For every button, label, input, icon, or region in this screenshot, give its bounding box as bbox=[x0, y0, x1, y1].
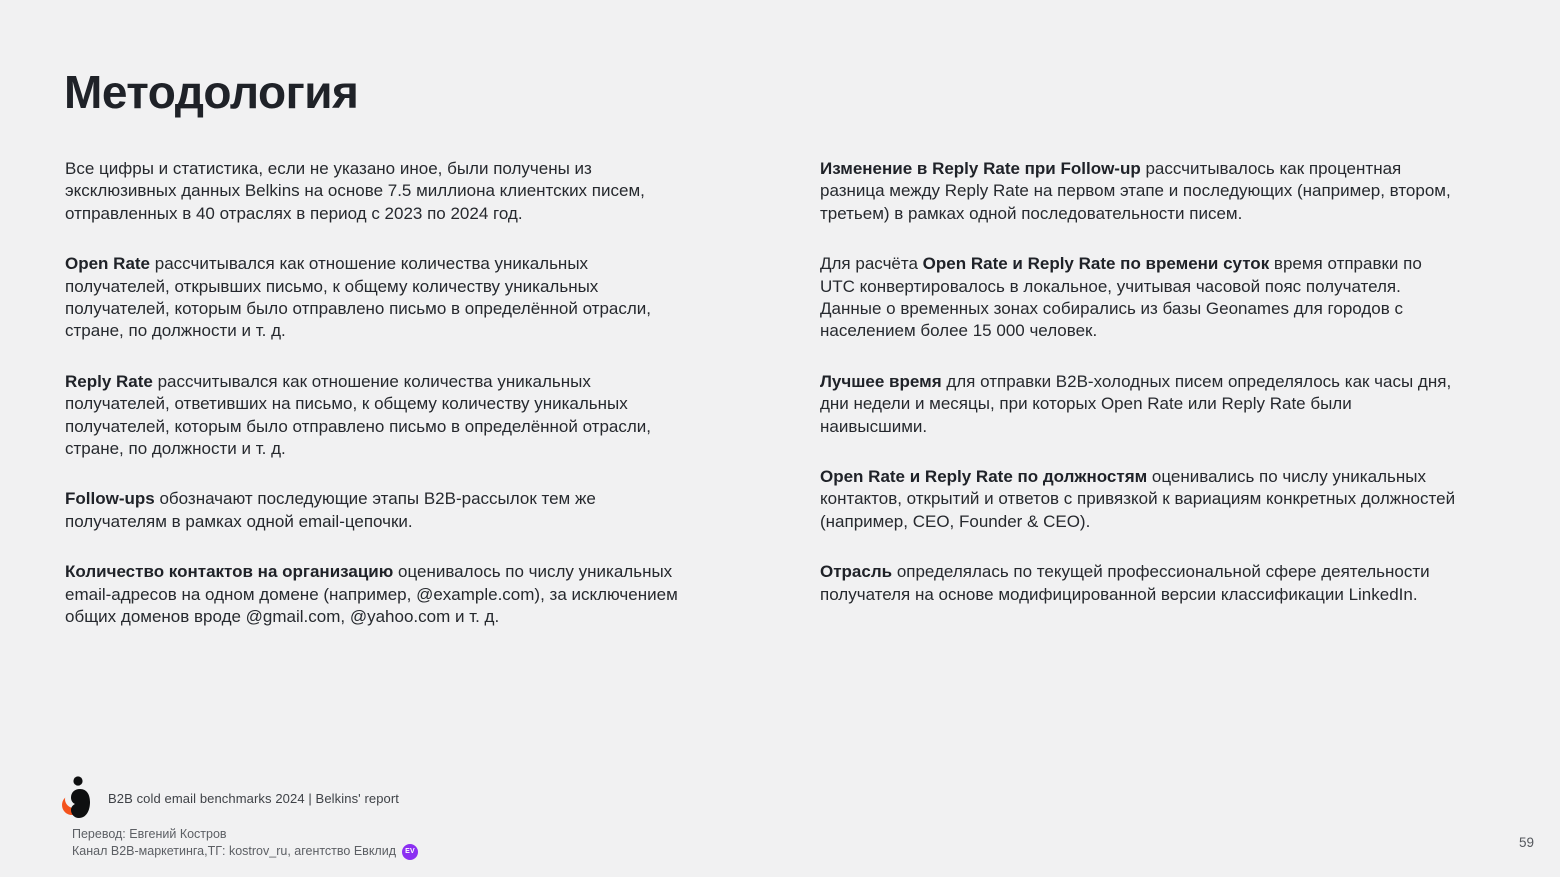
paragraph bbox=[820, 561, 1460, 606]
paragraph bbox=[820, 253, 1460, 343]
translation-line-1-text: Перевод: Евгений Костров bbox=[72, 827, 227, 841]
paragraph-text: рассчитывался как отношение количества уникальных получателей, ответивших на письмо, к общему количеству уникальных получателей, которым было отправлено письмо в определённой отрасли, стране, по должности и т. д. bbox=[65, 371, 652, 459]
paragraph-term: Reply Rate bbox=[65, 371, 153, 391]
translation-line-2 bbox=[72, 843, 418, 860]
belkins-logo-icon bbox=[62, 776, 92, 820]
paragraph-text: рассчитывался как отношение количества уникальных получателей, открывших письмо, к общему количеству уникальных получателей, которым было отправлено письмо в определённой отрасли, стране, по должности и т. д. bbox=[65, 254, 652, 341]
paragraph-term: Open Rate bbox=[65, 254, 151, 274]
paragraph-text: оценивалось по числу уникальных email-адресов на одном домене (например, @example.com), за исключением общих доменов вроде @gmail.com, @yahoo.com и т. д. bbox=[65, 562, 678, 627]
paragraph-term: Лучшее время bbox=[820, 371, 942, 391]
right-column bbox=[820, 158, 1460, 634]
paragraph-text: оценивались по числу уникальных контактов, открытий и ответов с привязкой к вариациям конкретных должностей (например, CEO, Founder & CEO). bbox=[820, 467, 1456, 531]
paragraph bbox=[65, 371, 690, 461]
paragraph bbox=[65, 561, 690, 628]
paragraph-text: время отправки по UTC конвертировалось в локальное, учитывая часовой пояс получателя. Данные о временных зонах собирались из базы Geonames для городов с населением более 15 000 человек. bbox=[820, 254, 1422, 341]
paragraph-text: обозначают последующие этапы B2B-рассылок тем же получателям в рамках одной email-цепочки. bbox=[65, 489, 596, 531]
translation-line-2-text: Канал B2B-маркетинга,ТГ: kostrov_ru, агентство Евклид bbox=[72, 844, 396, 858]
page-number: 59 bbox=[1518, 835, 1534, 850]
translation-line-1 bbox=[72, 826, 418, 843]
paragraph-text: рассчитывалось как процентная разница между Reply Rate на первом этапе и последующих (например, втором, третьем) в рамках одной последовательности писем. bbox=[820, 159, 1451, 223]
report-label: B2B cold email benchmarks 2024 | Belkins' report bbox=[108, 790, 400, 806]
paragraph bbox=[65, 488, 690, 533]
paragraph-text: Все цифры и статистика, если не указано иное, были получены из эксклюзивных данных Belkins на основе 7.5 миллиона клиентских писем, отправленных в 40 отраслях в период с 2023 по 2024 год. bbox=[65, 159, 645, 223]
paragraph bbox=[65, 158, 690, 225]
paragraph bbox=[65, 253, 690, 343]
evklid-badge-icon: EV bbox=[402, 844, 418, 860]
paragraph-term: Количество контактов на организацию bbox=[65, 562, 394, 582]
paragraph-text: Для расчёта bbox=[820, 254, 923, 274]
paragraph bbox=[820, 466, 1460, 533]
paragraph-term: Open Rate и Reply Rate по времени суток bbox=[922, 254, 1270, 274]
paragraph-term: Изменение в Reply Rate при Follow-up bbox=[820, 159, 1141, 178]
report-footer bbox=[62, 776, 399, 820]
paragraph bbox=[820, 371, 1460, 438]
paragraph-term: Отрасль bbox=[820, 562, 893, 582]
translation-credit bbox=[72, 826, 418, 860]
page-title: Методология bbox=[64, 66, 359, 118]
paragraph-term: Follow-ups bbox=[65, 489, 155, 509]
left-column bbox=[65, 158, 690, 657]
paragraph-term: Open Rate и Reply Rate по должностям bbox=[820, 467, 1148, 487]
paragraph-text: определялась по текущей профессиональной сфере деятельности получателя на основе модифицированной версии классификации LinkedIn. bbox=[820, 562, 1430, 604]
paragraph-text: для отправки B2B-холодных писем определялось как часы дня, дни недели и месяцы, при которых Open Rate или Reply Rate были наивысшими. bbox=[820, 371, 1452, 436]
paragraph bbox=[820, 158, 1460, 225]
